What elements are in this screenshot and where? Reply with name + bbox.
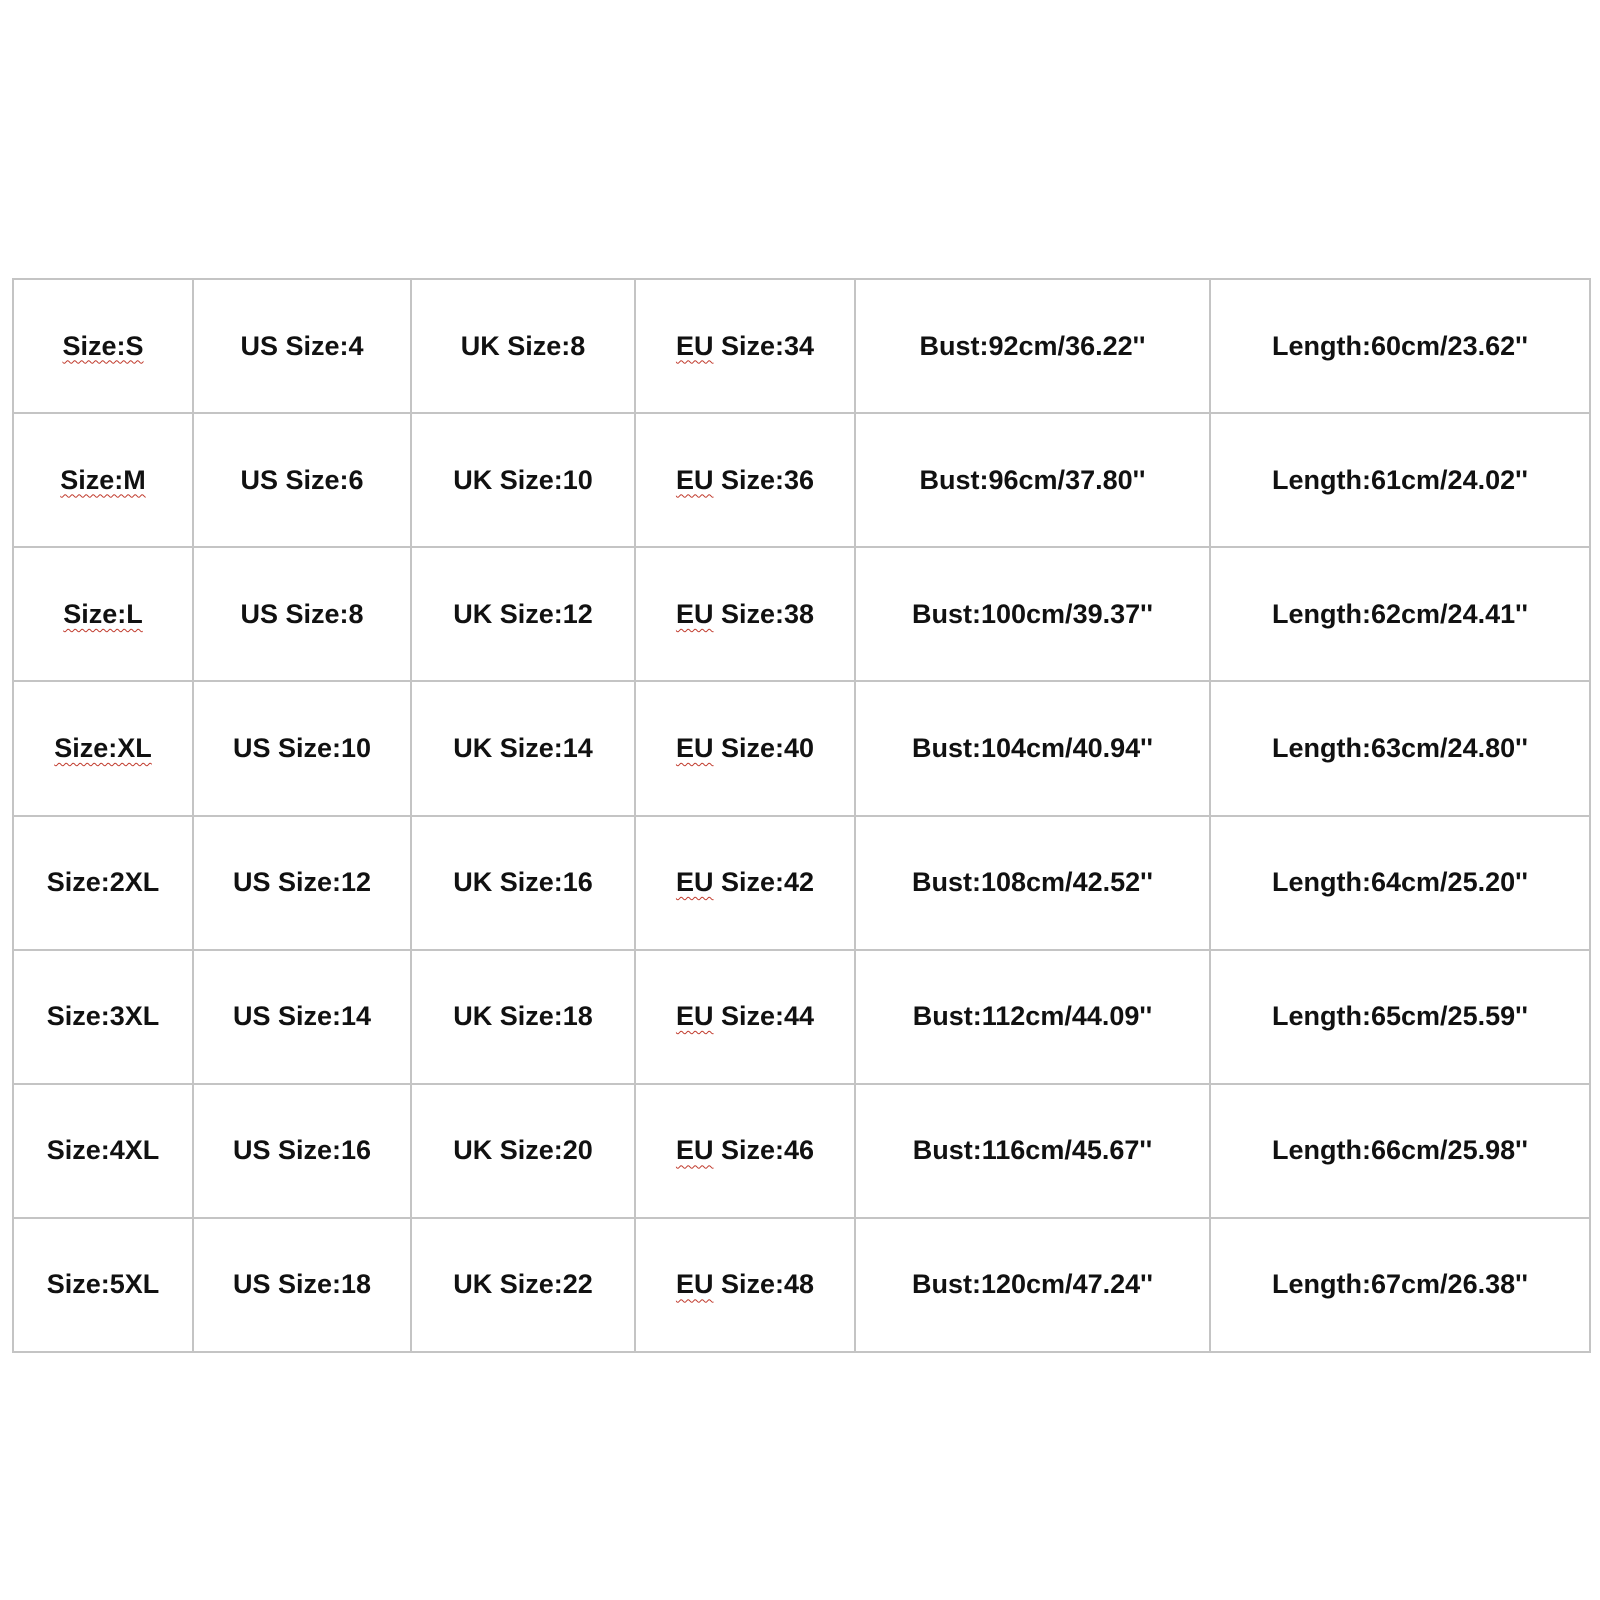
eu-size-cell: EU Size:38 — [635, 547, 855, 681]
size-cell: Size:XL — [13, 681, 193, 815]
us-size-cell: US Size:4 — [193, 279, 411, 413]
table-row — [13, 1084, 1590, 1218]
size-cell: Size:3XL — [13, 950, 193, 1084]
us-size-cell: US Size:8 — [193, 547, 411, 681]
length-cell: Length:66cm/25.98'' — [1210, 1084, 1590, 1218]
size-cell: Size:L — [13, 547, 193, 681]
uk-size-cell: UK Size:14 — [411, 681, 635, 815]
bust-cell: Bust:104cm/40.94'' — [855, 681, 1210, 815]
length-cell: Length:61cm/24.02'' — [1210, 413, 1590, 547]
us-size-cell: US Size:10 — [193, 681, 411, 815]
bust-cell: Bust:120cm/47.24'' — [855, 1218, 1210, 1352]
us-size-cell: US Size:12 — [193, 816, 411, 950]
uk-size-cell: UK Size:22 — [411, 1218, 635, 1352]
eu-size-cell: EU Size:36 — [635, 413, 855, 547]
length-cell: Length:65cm/25.59'' — [1210, 950, 1590, 1084]
uk-size-cell: UK Size:16 — [411, 816, 635, 950]
eu-size-cell: EU Size:48 — [635, 1218, 855, 1352]
size-chart-table — [12, 278, 1591, 1353]
table-row — [13, 1218, 1590, 1352]
bust-cell: Bust:112cm/44.09'' — [855, 950, 1210, 1084]
uk-size-cell: UK Size:20 — [411, 1084, 635, 1218]
uk-size-cell: UK Size:12 — [411, 547, 635, 681]
size-cell: Size:S — [13, 279, 193, 413]
size-cell: Size:M — [13, 413, 193, 547]
us-size-cell: US Size:18 — [193, 1218, 411, 1352]
length-cell: Length:63cm/24.80'' — [1210, 681, 1590, 815]
us-size-cell: US Size:16 — [193, 1084, 411, 1218]
bust-cell: Bust:116cm/45.67'' — [855, 1084, 1210, 1218]
table-row — [13, 413, 1590, 547]
uk-size-cell: UK Size:10 — [411, 413, 635, 547]
uk-size-cell: UK Size:8 — [411, 279, 635, 413]
size-chart-body — [13, 279, 1590, 1352]
bust-cell: Bust:92cm/36.22'' — [855, 279, 1210, 413]
bust-cell: Bust:96cm/37.80'' — [855, 413, 1210, 547]
table-row — [13, 547, 1590, 681]
table-row — [13, 279, 1590, 413]
length-cell: Length:60cm/23.62'' — [1210, 279, 1590, 413]
eu-size-cell: EU Size:34 — [635, 279, 855, 413]
us-size-cell: US Size:14 — [193, 950, 411, 1084]
length-cell: Length:62cm/24.41'' — [1210, 547, 1590, 681]
size-cell: Size:2XL — [13, 816, 193, 950]
table-row — [13, 816, 1590, 950]
eu-size-cell: EU Size:42 — [635, 816, 855, 950]
eu-size-cell: EU Size:40 — [635, 681, 855, 815]
table-row — [13, 950, 1590, 1084]
table-row — [13, 681, 1590, 815]
length-cell: Length:64cm/25.20'' — [1210, 816, 1590, 950]
eu-size-cell: EU Size:46 — [635, 1084, 855, 1218]
size-cell: Size:4XL — [13, 1084, 193, 1218]
eu-size-cell: EU Size:44 — [635, 950, 855, 1084]
uk-size-cell: UK Size:18 — [411, 950, 635, 1084]
size-cell: Size:5XL — [13, 1218, 193, 1352]
us-size-cell: US Size:6 — [193, 413, 411, 547]
bust-cell: Bust:100cm/39.37'' — [855, 547, 1210, 681]
bust-cell: Bust:108cm/42.52'' — [855, 816, 1210, 950]
length-cell: Length:67cm/26.38'' — [1210, 1218, 1590, 1352]
